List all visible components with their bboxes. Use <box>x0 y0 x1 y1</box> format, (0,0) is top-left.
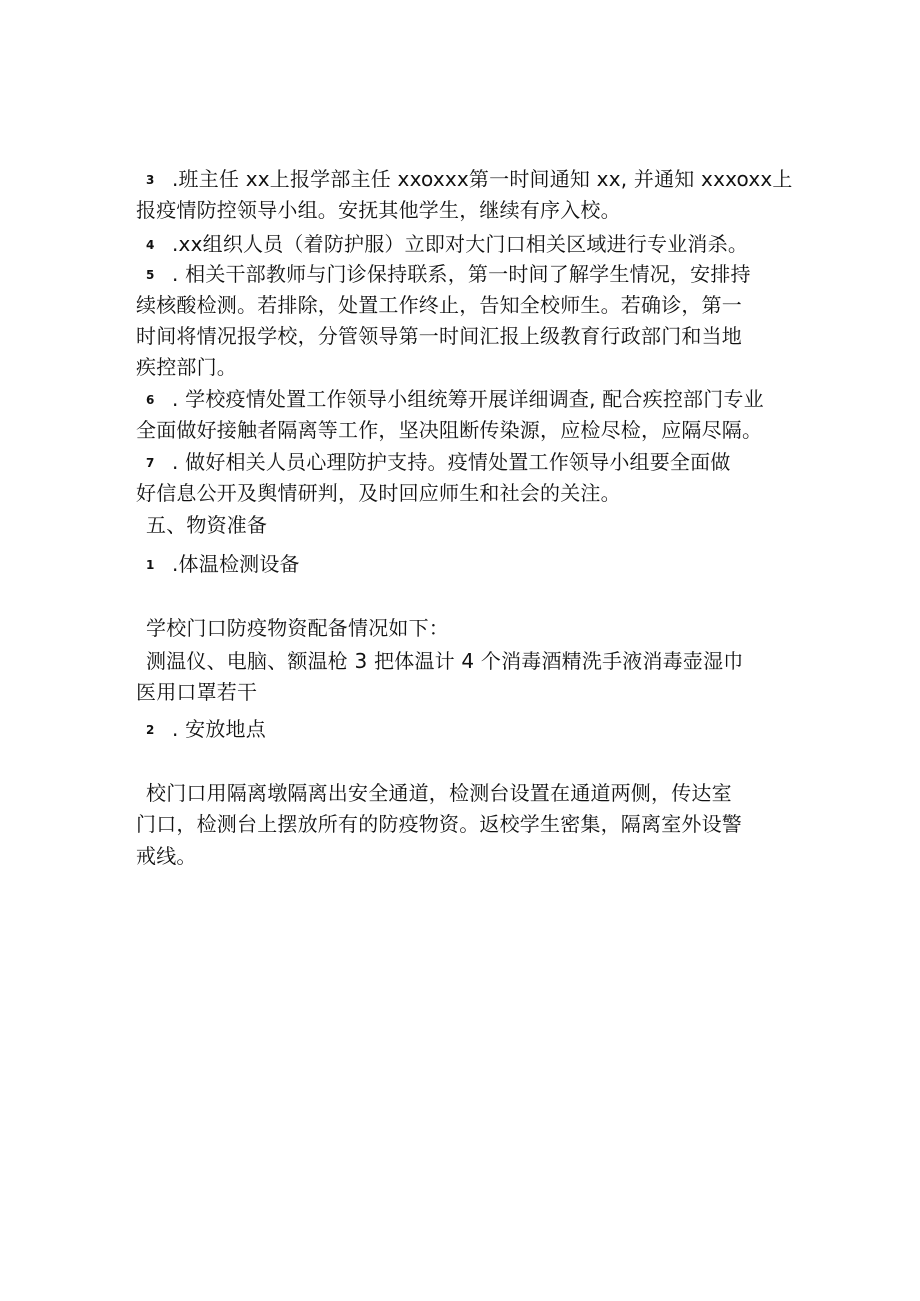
subsection-2-heading <box>136 716 266 743</box>
supplies-intro: 学校门口防疫物资配备情况如下： <box>146 616 449 640</box>
item-4-line-1 <box>136 231 748 258</box>
item-5-line-2: 续核酸检测。若排除，处置工作终止，告知全校师生。若确诊，第一 <box>136 293 742 317</box>
subsection-1-text: .体温检测设备 <box>172 552 300 576</box>
subsection-2-text: . 安放地点 <box>172 717 266 741</box>
item-5-line-4: 疾控部门。 <box>136 355 237 379</box>
item-5-number: 5 <box>146 268 155 282</box>
supplies-list-line-1: 测温仪、电脑、额温枪 3 把体温计 4 个消毒酒精洗手液消毒壶湿巾 <box>146 649 744 673</box>
item-6-text-1: . 学校疫情处置工作领导小组统筹开展详细调查, 配合疾控部门专业 <box>172 387 764 411</box>
item-4-text-1: .xx组织人员（着防护服）立即对大门口相关区域进行专业消杀。 <box>172 232 749 256</box>
item-3-line-1 <box>136 166 793 193</box>
item-6-number: 6 <box>146 393 155 407</box>
item-5-line-1 <box>136 261 751 288</box>
subsection-1-number: 1 <box>146 558 155 572</box>
subsection-1-heading <box>136 551 300 578</box>
item-4-number: 4 <box>146 238 155 252</box>
supplies-list-line-2: 医用口罩若干 <box>136 680 258 704</box>
item-3-text-1: .班主任 xx上报学部主任 xxoxxx第一时间通知 xx, 并通知 xxxoxx上 <box>172 167 793 191</box>
item-5-text-1: . 相关干部教师与门诊保持联系，第一时间了解学生情况，安排持 <box>172 262 751 286</box>
item-6-line-2: 全面做好接触者隔离等工作，坚决阻断传染源，应检尽检，应隔尽隔。 <box>136 418 763 442</box>
item-5-line-3: 时间将情况报学校，分管领导第一时间汇报上级教育行政部门和当地 <box>136 324 742 348</box>
location-line-3: 戒线。 <box>136 844 197 868</box>
item-3-number: 3 <box>146 173 155 187</box>
item-7-line-1 <box>136 449 731 476</box>
location-line-2: 门口，检测台上摆放所有的防疫物资。返校学生密集，隔离室外设警 <box>136 812 742 836</box>
location-line-1: 校门口用隔离墩隔离出安全通道，检测台设置在通道两侧，传达室 <box>146 781 732 805</box>
item-7-number: 7 <box>146 456 155 470</box>
subsection-2-number: 2 <box>146 723 155 737</box>
item-7-text-1: . 做好相关人员心理防护支持。疫情处置工作领导小组要全面做 <box>172 450 731 474</box>
item-7-line-2: 好信息公开及舆情研判，及时回应师生和社会的关注。 <box>136 481 621 505</box>
section-5-heading: 五、物资准备 <box>146 513 268 537</box>
item-6-line-1 <box>136 386 764 413</box>
item-3-line-2: 报疫情防控领导小组。安抚其他学生，继续有序入校。 <box>136 198 621 222</box>
